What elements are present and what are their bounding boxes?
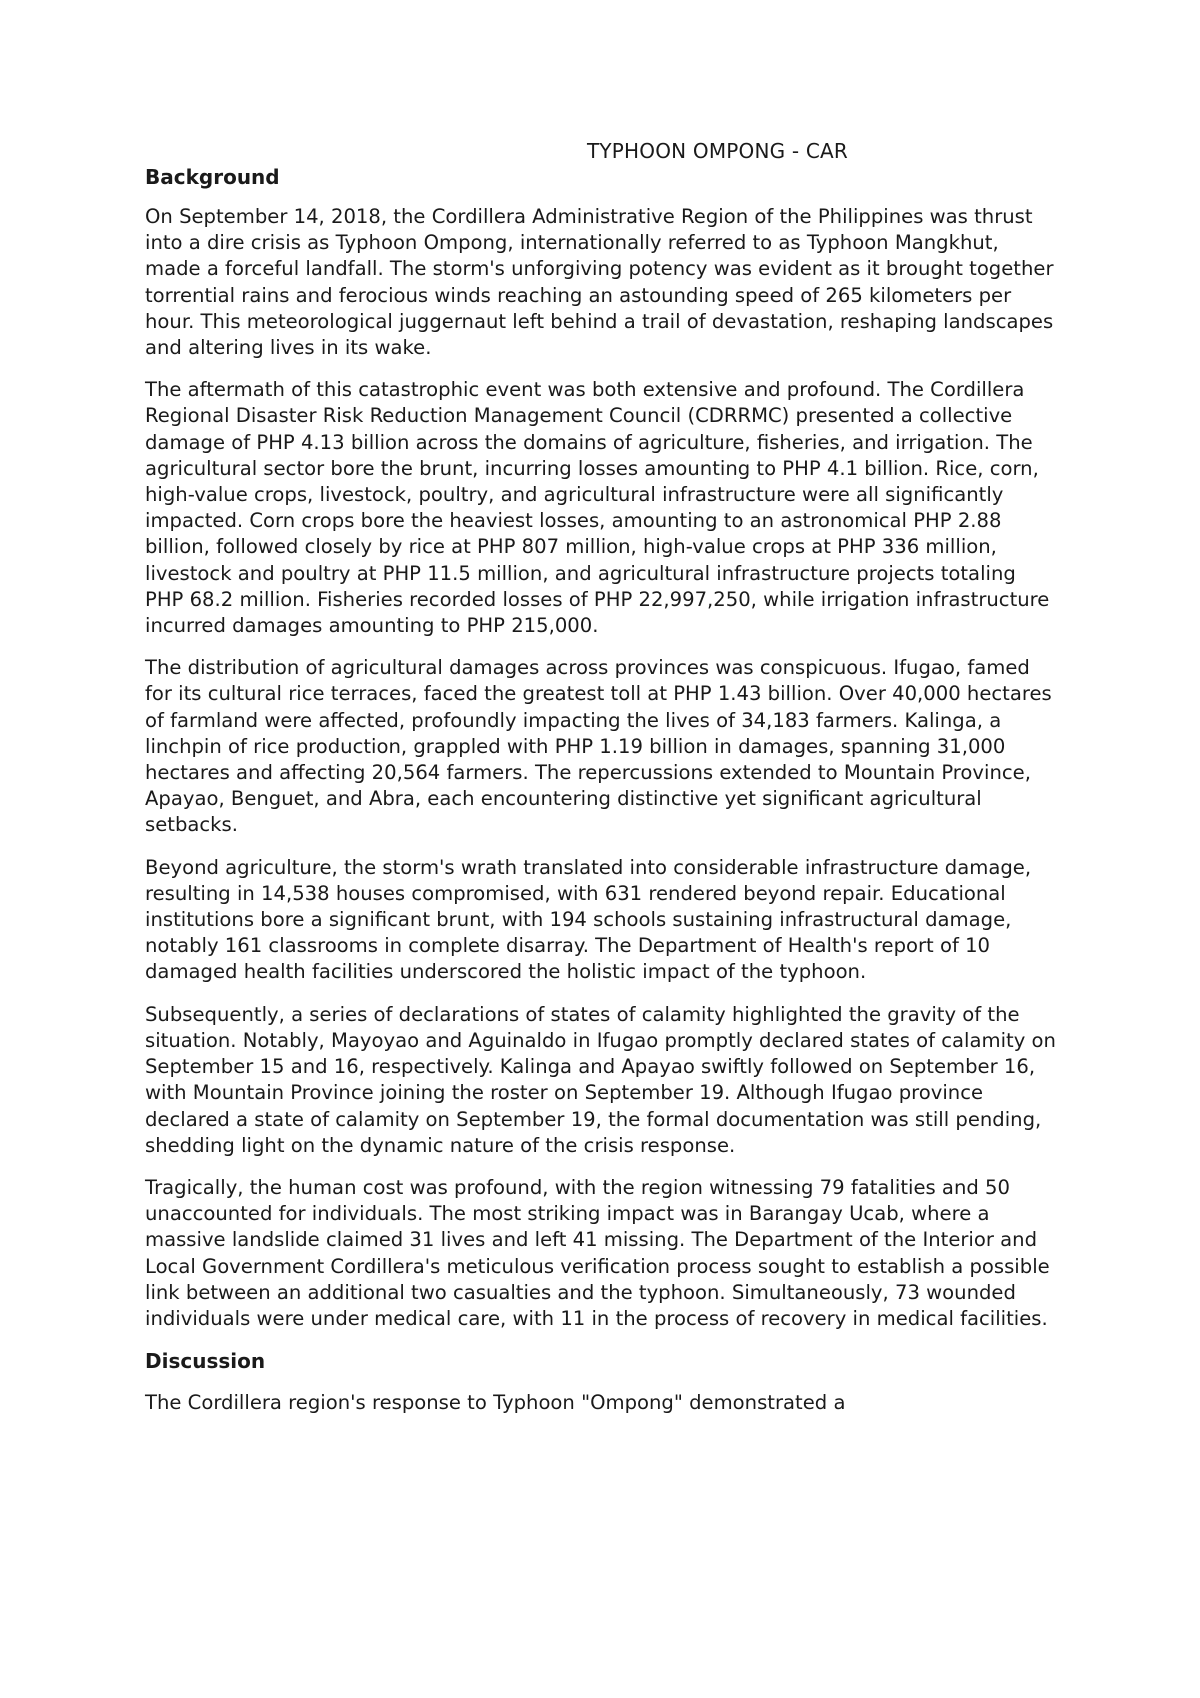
document-title: TYPHOON OMPONG - CAR [586, 139, 849, 163]
section-background [145, 164, 1060, 1332]
document-page [145, 138, 1060, 1432]
section-heading-discussion: Discussion [145, 1349, 266, 1374]
paragraph: Beyond agriculture, the storm's wrath translated into considerable infrastructure damage, resulting in 14,538 houses compromised, with 631 rendered beyond repair. Educational institutions bore a significant brunt, with 194 schools sustaining infrastructural damage, notably 161 classrooms in complete disarray. The Department of Health's report of 10 damaged health facilities underscored the holistic impact of the typhoon. [145, 855, 1032, 984]
paragraph: The Cordillera region's response to Typhoon "Ompong" demonstrated a [145, 1391, 846, 1415]
paragraph: Tragically, the human cost was profound, with the region witnessing 79 fatalities and 50 unaccounted for individuals. The most striking impact was in Barangay Ucab, where a massive landslide claimed 31 lives and left 41 missing. The Department of the Interior and Local Government Cordillera's meticulous verification process sought to establish a possible link between an additional two casualties and the typhoon. Simultaneously, 73 wounded individuals were under medical care, with 11 in the process of recovery in medical facilities. [145, 1175, 1050, 1330]
paragraph: Subsequently, a series of declarations of states of calamity highlighted the gravity of the situation. Notably, Mayoyao and Aguinaldo in Ifugao promptly declared states of calamity on September 15 and 16, respectively. Kalinga and Apayao swiftly followed on September 16, with Mountain Province joining the roster on September 19. Although Ifugao province declared a state of calamity on September 19, the formal documentation was still pending, shedding light on the dynamic nature of the crisis response. [145, 1002, 1056, 1157]
section-heading-background: Background [145, 165, 280, 189]
paragraph: The aftermath of this catastrophic event was both extensive and profound. The Cordillera Regional Disaster Risk Reduction Management Council (CDRRMC) presented a collective damage of PHP 4.13 billion across the domains of agriculture, fisheries, and irrigation. The agricultural sector bore the brunt, incurring losses amounting to PHP 4.1 billion. Rice, corn, high-value crops, livestock, poultry, and agricultural infrastructure were all significantly impacted. Corn crops bore the heaviest losses, amounting to an astronomical PHP 2.88 billion, followed closely by rice at PHP 807 million, high-value crops at PHP 336 million, livestock and poultry at PHP 11.5 million, and agricultural infrastructure projects totaling PHP 68.2 million. Fisheries recorded losses of PHP 22,997,250, while irrigation infrastructure incurred damages amounting to PHP 215,000. [145, 378, 1050, 638]
paragraph: On September 14, 2018, the Cordillera Administrative Region of the Philippines was thrust into a dire crisis as Typhoon Ompong, internationally referred to as Typhoon Mangkhut, made a forceful landfall. The storm's unforgiving potency was evident as it brought together torrential rains and ferocious winds reaching an astounding speed of 265 kilometers per hour. This meteorological juggernaut left behind a trail of devastation, reshaping landscapes and altering lives in its wake. [145, 205, 1054, 360]
paragraph: The distribution of agricultural damages across provinces was conspicuous. Ifugao, famed for its cultural rice terraces, faced the greatest toll at PHP 1.43 billion. Over 40,000 hectares of farmland were affected, profoundly impacting the lives of 34,183 farmers. Kalinga, a linchpin of rice production, grappled with PHP 1.19 billion in damages, spanning 31,000 hectares and affecting 20,564 farmers. The repercussions extended to Mountain Province, Apayao, Benguet, and Abra, each encountering distinctive yet significant agricultural setbacks. [145, 656, 1052, 837]
section-discussion [145, 1348, 1060, 1416]
